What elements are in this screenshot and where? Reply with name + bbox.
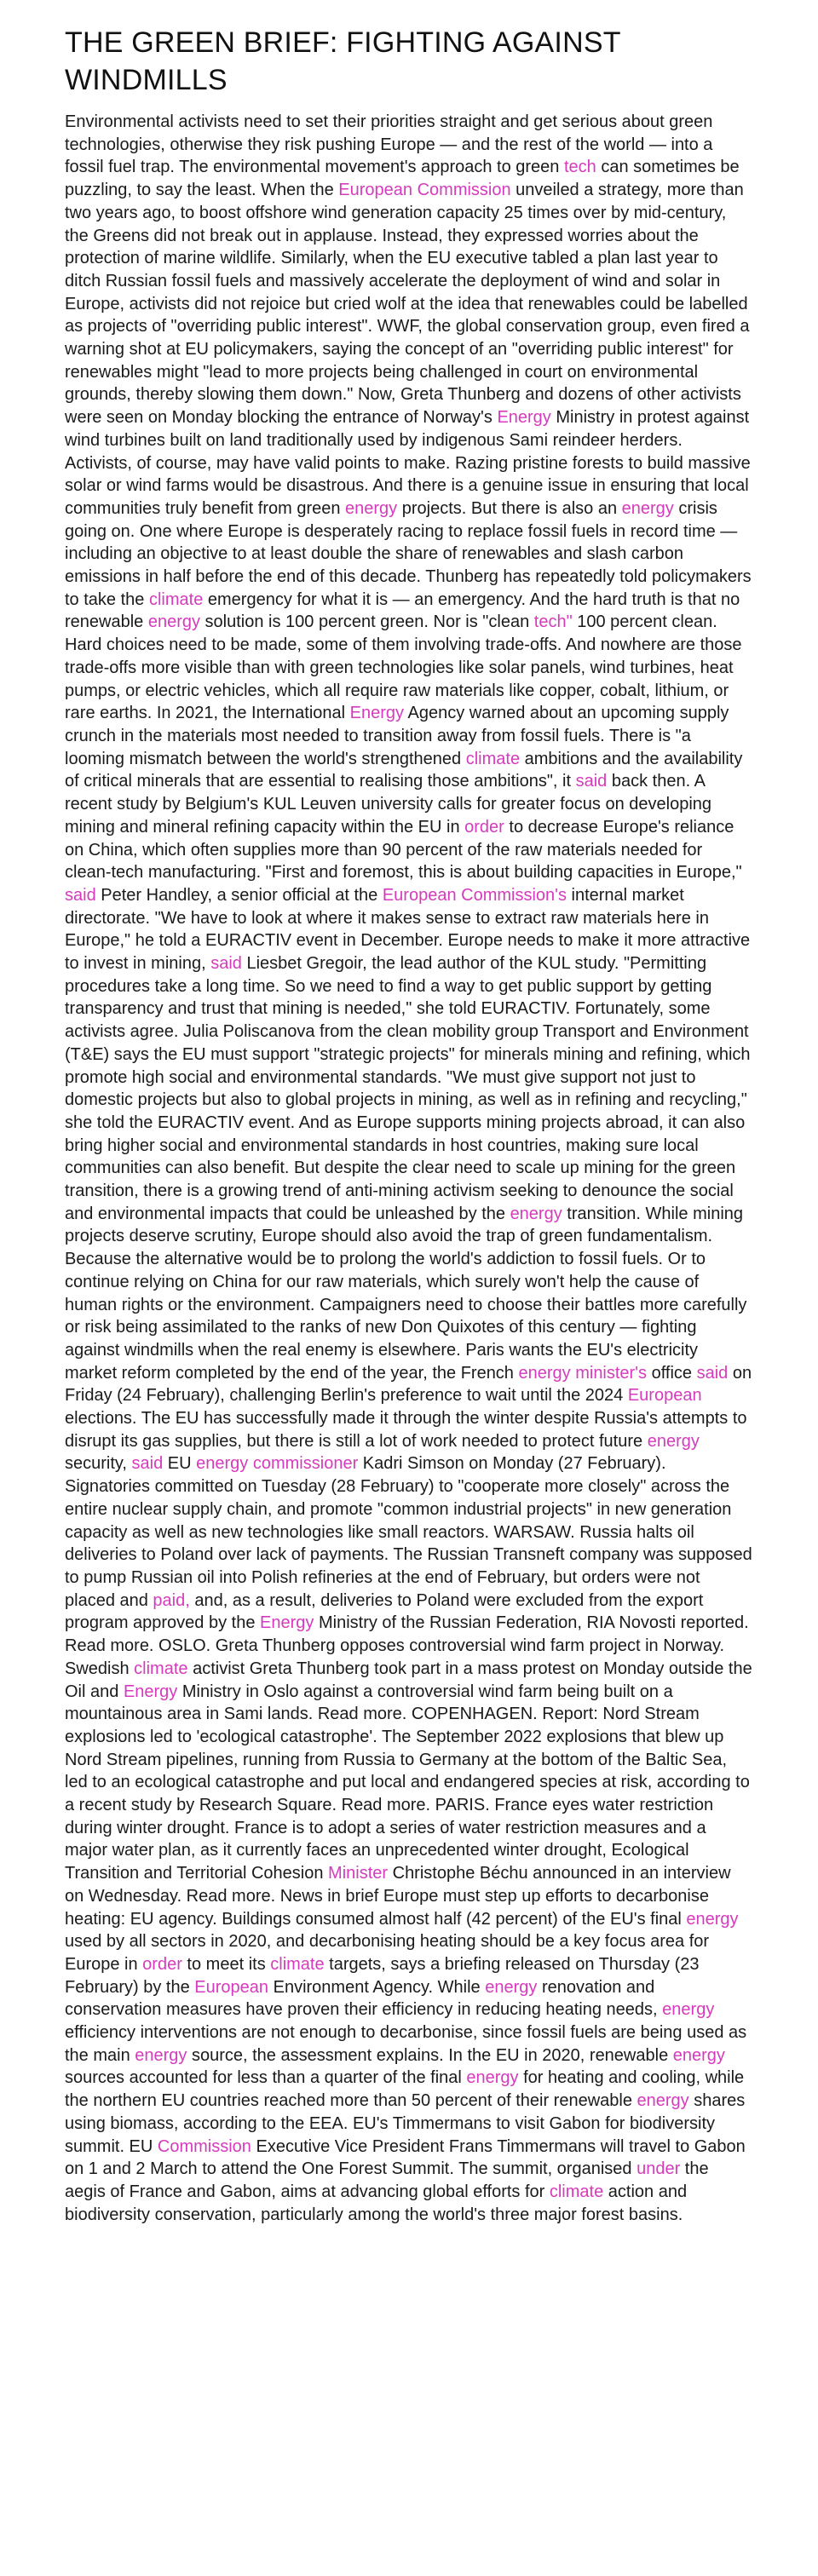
article-text-segment: emergency for what it is — an emergency. And the hard truth is that no renewable: [65, 589, 740, 632]
article-text-segment: and, as a result, deliveries to Poland were excluded from the export program approved by the: [65, 1590, 704, 1633]
inline-keyword-link[interactable]: climate: [270, 1954, 325, 1974]
inline-keyword-link[interactable]: Energy: [123, 1682, 178, 1701]
article-text-segment: targets, says a briefing released on Thursday (23 February) by the: [65, 1954, 700, 1997]
inline-keyword-link[interactable]: climate: [549, 2182, 604, 2201]
inline-keyword-link[interactable]: energy minister's: [518, 1363, 648, 1383]
article-text-segment: Ministry in protest against wind turbines built on land traditionally used by indigenous Sami reindeer herders. Activists, of course, may have valid points to make. Razing pristine forests to build massive solar or wind farms would be disastrous. And there is a genuine issue in ensuring that local communities truly benefit from green: [65, 408, 751, 518]
inline-keyword-link[interactable]: energy: [672, 2045, 725, 2065]
article-text-segment: Kadri Simson on Monday (27 February). Signatories committed on Tuesday (28 February) to "cooperate more closely" across the entire nuclear supply chain, and promote "common industrial projects" in new generation capacity as well as new technologies like small reactors. WARSAW. Russia halts oil deliveries to Poland over lack of payments. The Russian Transneft company was supposed to pump Russian oil into Polish refineries at the end of February, but orders were not placed and: [65, 1454, 752, 1610]
inline-keyword-link[interactable]: European: [627, 1386, 702, 1406]
article-text-segment: for heating and cooling, while the northern EU countries reached more than 50 percent of their renewable: [65, 2068, 745, 2111]
article-text-segment: renovation and conservation measures have proven their efficiency in reducing heating needs,: [65, 1977, 663, 2020]
article-text-segment: can sometimes be puzzling, to say the least. When the: [65, 158, 740, 200]
inline-keyword-link[interactable]: said: [131, 1454, 164, 1474]
inline-keyword-link[interactable]: energy: [637, 2091, 689, 2111]
article-text-segment: Agency warned about an upcoming supply crunch in the materials most needed to transition away from fossil fuels. There is "a looming mismatch between the world's strengthened: [65, 704, 729, 768]
article-text-segment: solution is 100 percent green. Nor is "clean: [200, 612, 534, 632]
article-text-segment: Peter Handley, a senior official at the: [95, 885, 383, 905]
article-text-segment: transition. While mining projects deserve scrutiny, Europe should also avoid the trap of green fundamentalism. Because the alternative would be to prolong the world's addiction to fossil fuels. Or to continue relying on China for our raw materials, which surely won't help the cause of human rights or the environment. Campaigners need to choose their battles more carefully or risk being assimilated to the ranks of new Don Quixotes of this century — fighting against windmills when the real enemy is elsewhere. Paris wants the EU's electricity market reform completed by the end of the year, the French: [65, 1204, 747, 1383]
article-text-segment: to meet its: [181, 1954, 271, 1974]
article-text-segment: Ministry in Oslo against a controversial wind farm being built on a mountainous area in Sami lands. Read more. COPENHAGEN. Report: Nord Stream explosions led to 'ecological catastrophe'. The September 2022 explosions that blew up Nord Stream pipelines, running from Russia to Germany at the bottom of the Baltic Sea, led to an ecological catastrophe and put local and endangered species at risk, according to a recent study by Research Square. Read more. PARIS. France eyes water restriction during winter drought. France is to adopt a series of water restriction measures and a major water plan, as it currently faces an unprecedented winter drought, Ecological Transition and Territorial Cohesion: [65, 1682, 750, 1883]
article-text-segment: Environment Agency. While: [268, 1977, 486, 1997]
inline-keyword-link[interactable]: climate: [148, 589, 204, 609]
article-text-segment: activist Greta Thunberg took part in a mass protest on Monday outside the Oil and: [65, 1659, 752, 1701]
inline-keyword-link[interactable]: said: [575, 772, 608, 791]
inline-keyword-link[interactable]: European Commission's: [382, 885, 567, 905]
article-body: [65, 111, 753, 2226]
inline-keyword-link[interactable]: energy: [135, 2045, 187, 2065]
article-text-segment: Environmental activists need to set their priorities straight and get serious about green technologies, otherwise they risk pushing Europe — and the rest of the world — into a fossil fuel trap. The environmental movement's approach to green: [65, 112, 713, 177]
article-text-segment: ambitions and the availability of critical minerals that are essential to realising those ambitions", it: [65, 749, 743, 791]
inline-keyword-link[interactable]: said: [210, 954, 242, 974]
inline-keyword-link[interactable]: energy: [686, 1909, 739, 1929]
inline-keyword-link[interactable]: energy: [621, 498, 674, 518]
inline-keyword-link[interactable]: climate: [465, 749, 521, 768]
article-text-segment: crisis going on. One where Europe is desperately racing to replace fossil fuels in record time — including an objective to at least double the share of renewables and slash carbon emissions in half before the end of this decade. Thunberg has repeatedly told policymakers to take the: [65, 498, 752, 609]
inline-keyword-link[interactable]: under: [637, 2159, 681, 2179]
inline-keyword-link[interactable]: European Commission: [338, 181, 511, 200]
inline-keyword-link[interactable]: paid,: [153, 1590, 190, 1610]
inline-keyword-link[interactable]: Commission: [157, 2136, 251, 2156]
inline-keyword-link[interactable]: order: [142, 1954, 182, 1974]
inline-keyword-link[interactable]: European: [194, 1977, 269, 1997]
inline-keyword-link[interactable]: energy: [647, 1431, 700, 1451]
article-text-segment: Ministry of the Russian Federation, RIA Novosti reported. Read more. OSLO. Greta Thunberg opposes controversial wind farm project in Norway. Swedish: [65, 1613, 749, 1678]
inline-keyword-link[interactable]: Energy: [260, 1613, 314, 1633]
article-text-segment: source, the assessment explains. In the EU in 2020, renewable: [187, 2045, 673, 2065]
article-text-segment: EU: [163, 1454, 197, 1474]
article-text-segment: Liesbet Gregoir, the lead author of the KUL study. "Permitting procedures take a long time. So we need to find a way to get public support by getting transparency and trust that mining is needed," she told EURACTIV. Fortunately, some activists agree. Julia Poliscanova from the clean mobility group Transport and Environment (T&E) says the EU must support "strategic projects" for minerals mining and refining, which promote high social and environmental standards. "We must give support not just to domestic projects but also to global projects in mining, as well as in refining and recycling," she told the EURACTIV event. And as Europe supports mining projects abroad, it can also bring higher social and environmental standards in host countries, making sure local communities can also benefit. But despite the clear need to scale up mining for the green transition, there is a growing trend of anti-mining activism seeking to denounce the social and environmental impacts that could be unleashed by the: [65, 954, 751, 1223]
article-text-segment: office: [647, 1363, 697, 1383]
inline-keyword-link[interactable]: Energy: [497, 408, 551, 428]
inline-keyword-link[interactable]: said: [65, 885, 96, 905]
inline-keyword-link[interactable]: energy commissioner: [196, 1454, 359, 1474]
article-text-segment: elections. The EU has successfully made it through the winter despite Russia's attempts to disrupt its gas supplies, but there is still a lot of work needed to protect future: [65, 1409, 747, 1451]
article-text-segment: projects. But there is also an: [397, 498, 622, 518]
article-text-segment: internal market directorate. "We have to look at where it makes sense to extract raw materials here in Europe," he told a EURACTIV event in December. Europe needs to make it more attractive to invest in mining,: [65, 885, 751, 974]
inline-keyword-link[interactable]: energy: [345, 498, 398, 518]
article-text-segment: Executive Vice President Frans Timmermans will travel to Gabon on 1 and 2 March to attend the One Forest Summit. The summit, organised: [65, 2136, 746, 2179]
article-text-segment: the aegis of France and Gabon, aims at advancing global efforts for: [65, 2159, 709, 2201]
article-text-segment: action and biodiversity conservation, particularly among the world's three major forest basins.: [65, 2182, 688, 2224]
inline-keyword-link[interactable]: tech": [533, 612, 573, 632]
article-text-segment: efficiency interventions are not enough to decarbonise, since fossil fuels are being used as the main: [65, 2023, 747, 2065]
article-text-segment: on Friday (24 February), challenging Berlin's preference to wait until the 2024: [65, 1363, 752, 1406]
article-text-segment: used by all sectors in 2020, and decarbonising heating should be a key focus area for Europe in: [65, 1932, 710, 1974]
article-text-segment: security,: [65, 1454, 132, 1474]
inline-keyword-link[interactable]: energy: [485, 1977, 538, 1997]
inline-keyword-link[interactable]: energy: [662, 2000, 715, 2020]
article-text-segment: shares using biomass, according to the EEA. EU's Timmermans to visit Gabon for biodiversity summit. EU: [65, 2091, 746, 2156]
article-text-segment: to decrease Europe's reliance on China, which often supplies more than 90 percent of the raw materials needed for clean-tech manufacturing. "First and foremost, this is about building capacities in Europe,": [65, 817, 742, 883]
inline-keyword-link[interactable]: Minister: [328, 1864, 389, 1883]
article-title: THE GREEN BRIEF: FIGHTING AGAINST WINDMILLS: [65, 26, 621, 96]
inline-keyword-link[interactable]: Energy: [349, 704, 405, 723]
article-text-segment: sources accounted for less than a quarter of the final: [65, 2068, 467, 2088]
inline-keyword-link[interactable]: said: [696, 1363, 729, 1383]
article-text-segment: Christophe Béchu announced in an interview on Wednesday. Read more. News in brief Europe must step up efforts to decarbonise heating: EU agency. Buildings consumed almost half (42 percent) of the EU's final: [65, 1864, 731, 1929]
inline-keyword-link[interactable]: energy: [466, 2068, 519, 2088]
article-text-segment: 100 percent clean. Hard choices need to be made, some of them involving trade-offs. And nowhere are those trade-offs more visible than with green technologies like solar panels, wind turbines, heat pumps, or electric vehicles, which all require raw materials like copper, cobalt, lithium, or rare earths. In 2021, the International: [65, 612, 742, 723]
inline-keyword-link[interactable]: energy: [510, 1204, 562, 1223]
inline-keyword-link[interactable]: energy: [147, 612, 200, 632]
inline-keyword-link[interactable]: climate: [134, 1659, 188, 1678]
inline-keyword-link[interactable]: tech: [564, 158, 596, 177]
article-text-segment: unveiled a strategy, more than two years ago, to boost offshore wind generation capacity 25 times over by mid-century, the Greens did not break out in applause. Instead, they expressed worries about the protection of marine wildlife. Similarly, when the EU executive tabled a plan last year to ditch Russian fossil fuels and massively accelerate the deployment of wind and solar in Europe, activists did not rejoice but cried wolf at the idea that renewables could be labelled as projects of "overriding public interest". WWF, the global conservation group, even fired a warning shot at EU policymakers, saying the concept of an "overriding public interest" for renewables might "lead to more projects being challenged in court on environmental grounds, thereby slowing them down." Now, Greta Thunberg and dozens of other activists were seen on Monday blocking the entrance of Norway's: [65, 181, 750, 428]
article-text-segment: back then. A recent study by Belgium's KUL Leuven university calls for greater focus on developing mining and mineral refining capacity within the EU in: [65, 772, 712, 837]
inline-keyword-link[interactable]: order: [464, 817, 504, 837]
